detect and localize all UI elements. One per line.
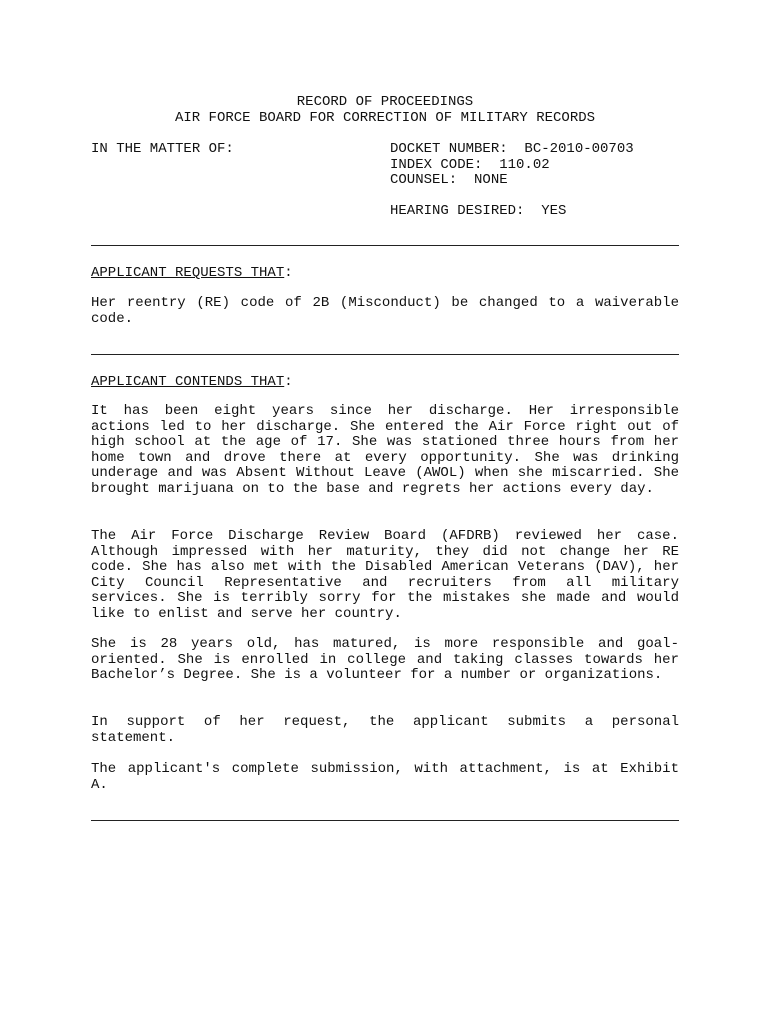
contends-heading-colon: : xyxy=(284,374,293,390)
hearing-desired: HEARING DESIRED: YES xyxy=(390,203,567,219)
docket-number: DOCKET NUMBER: BC-2010-00703 xyxy=(390,141,634,157)
contends-paragraph: It has been eight years since her discharge. Her irresponsible actions led to her discharge. She entered the Air Force right out of high school at the age of 17. She was stationed three hours from her home town and drove there at every opportunity. She was drinking underage and was Absent Without Leave (AWOL) when she miscarried. She brought marijuana on to the base and regrets her actions every day. xyxy=(91,403,679,497)
section-divider xyxy=(91,245,679,246)
board-name: AIR FORCE BOARD FOR CORRECTION OF MILITARY RECORDS xyxy=(174,110,596,126)
section-divider xyxy=(91,354,679,355)
index-code: INDEX CODE: 110.02 xyxy=(390,157,550,173)
requests-heading xyxy=(91,265,293,281)
contends-paragraph: The Air Force Discharge Review Board (AFDRB) reviewed her case. Although impressed with her maturity, they did not change her RE code. She has also met with the Disabled American Veterans (DAV), her City Council Representative and recruiters from all military services. She is terribly sorry for the mistakes she made and would like to enlist and serve her country. xyxy=(91,528,679,622)
requests-body: Her reentry (RE) code of 2B (Misconduct) be changed to a waiverable code. xyxy=(91,295,679,327)
contends-heading xyxy=(91,374,293,390)
requests-heading-colon: : xyxy=(284,265,293,281)
section-divider xyxy=(91,820,679,821)
matter-label: IN THE MATTER OF: xyxy=(91,141,234,157)
contends-heading-text: APPLICANT CONTENDS THAT xyxy=(91,374,285,390)
requests-heading-text: APPLICANT REQUESTS THAT xyxy=(91,265,285,281)
document-title: RECORD OF PROCEEDINGS xyxy=(296,94,474,110)
contends-paragraph: In support of her request, the applicant submits a personal statement. xyxy=(91,714,679,746)
contends-paragraph: She is 28 years old, has matured, is more responsible and goal-oriented. She is enrolled in college and taking classes towards her Bachelor’s Degree. She is a volunteer for a number or organizations. xyxy=(91,636,679,683)
contends-paragraph: The applicant's complete submission, with attachment, is at Exhibit A. xyxy=(91,761,679,793)
counsel: COUNSEL: NONE xyxy=(390,172,508,188)
